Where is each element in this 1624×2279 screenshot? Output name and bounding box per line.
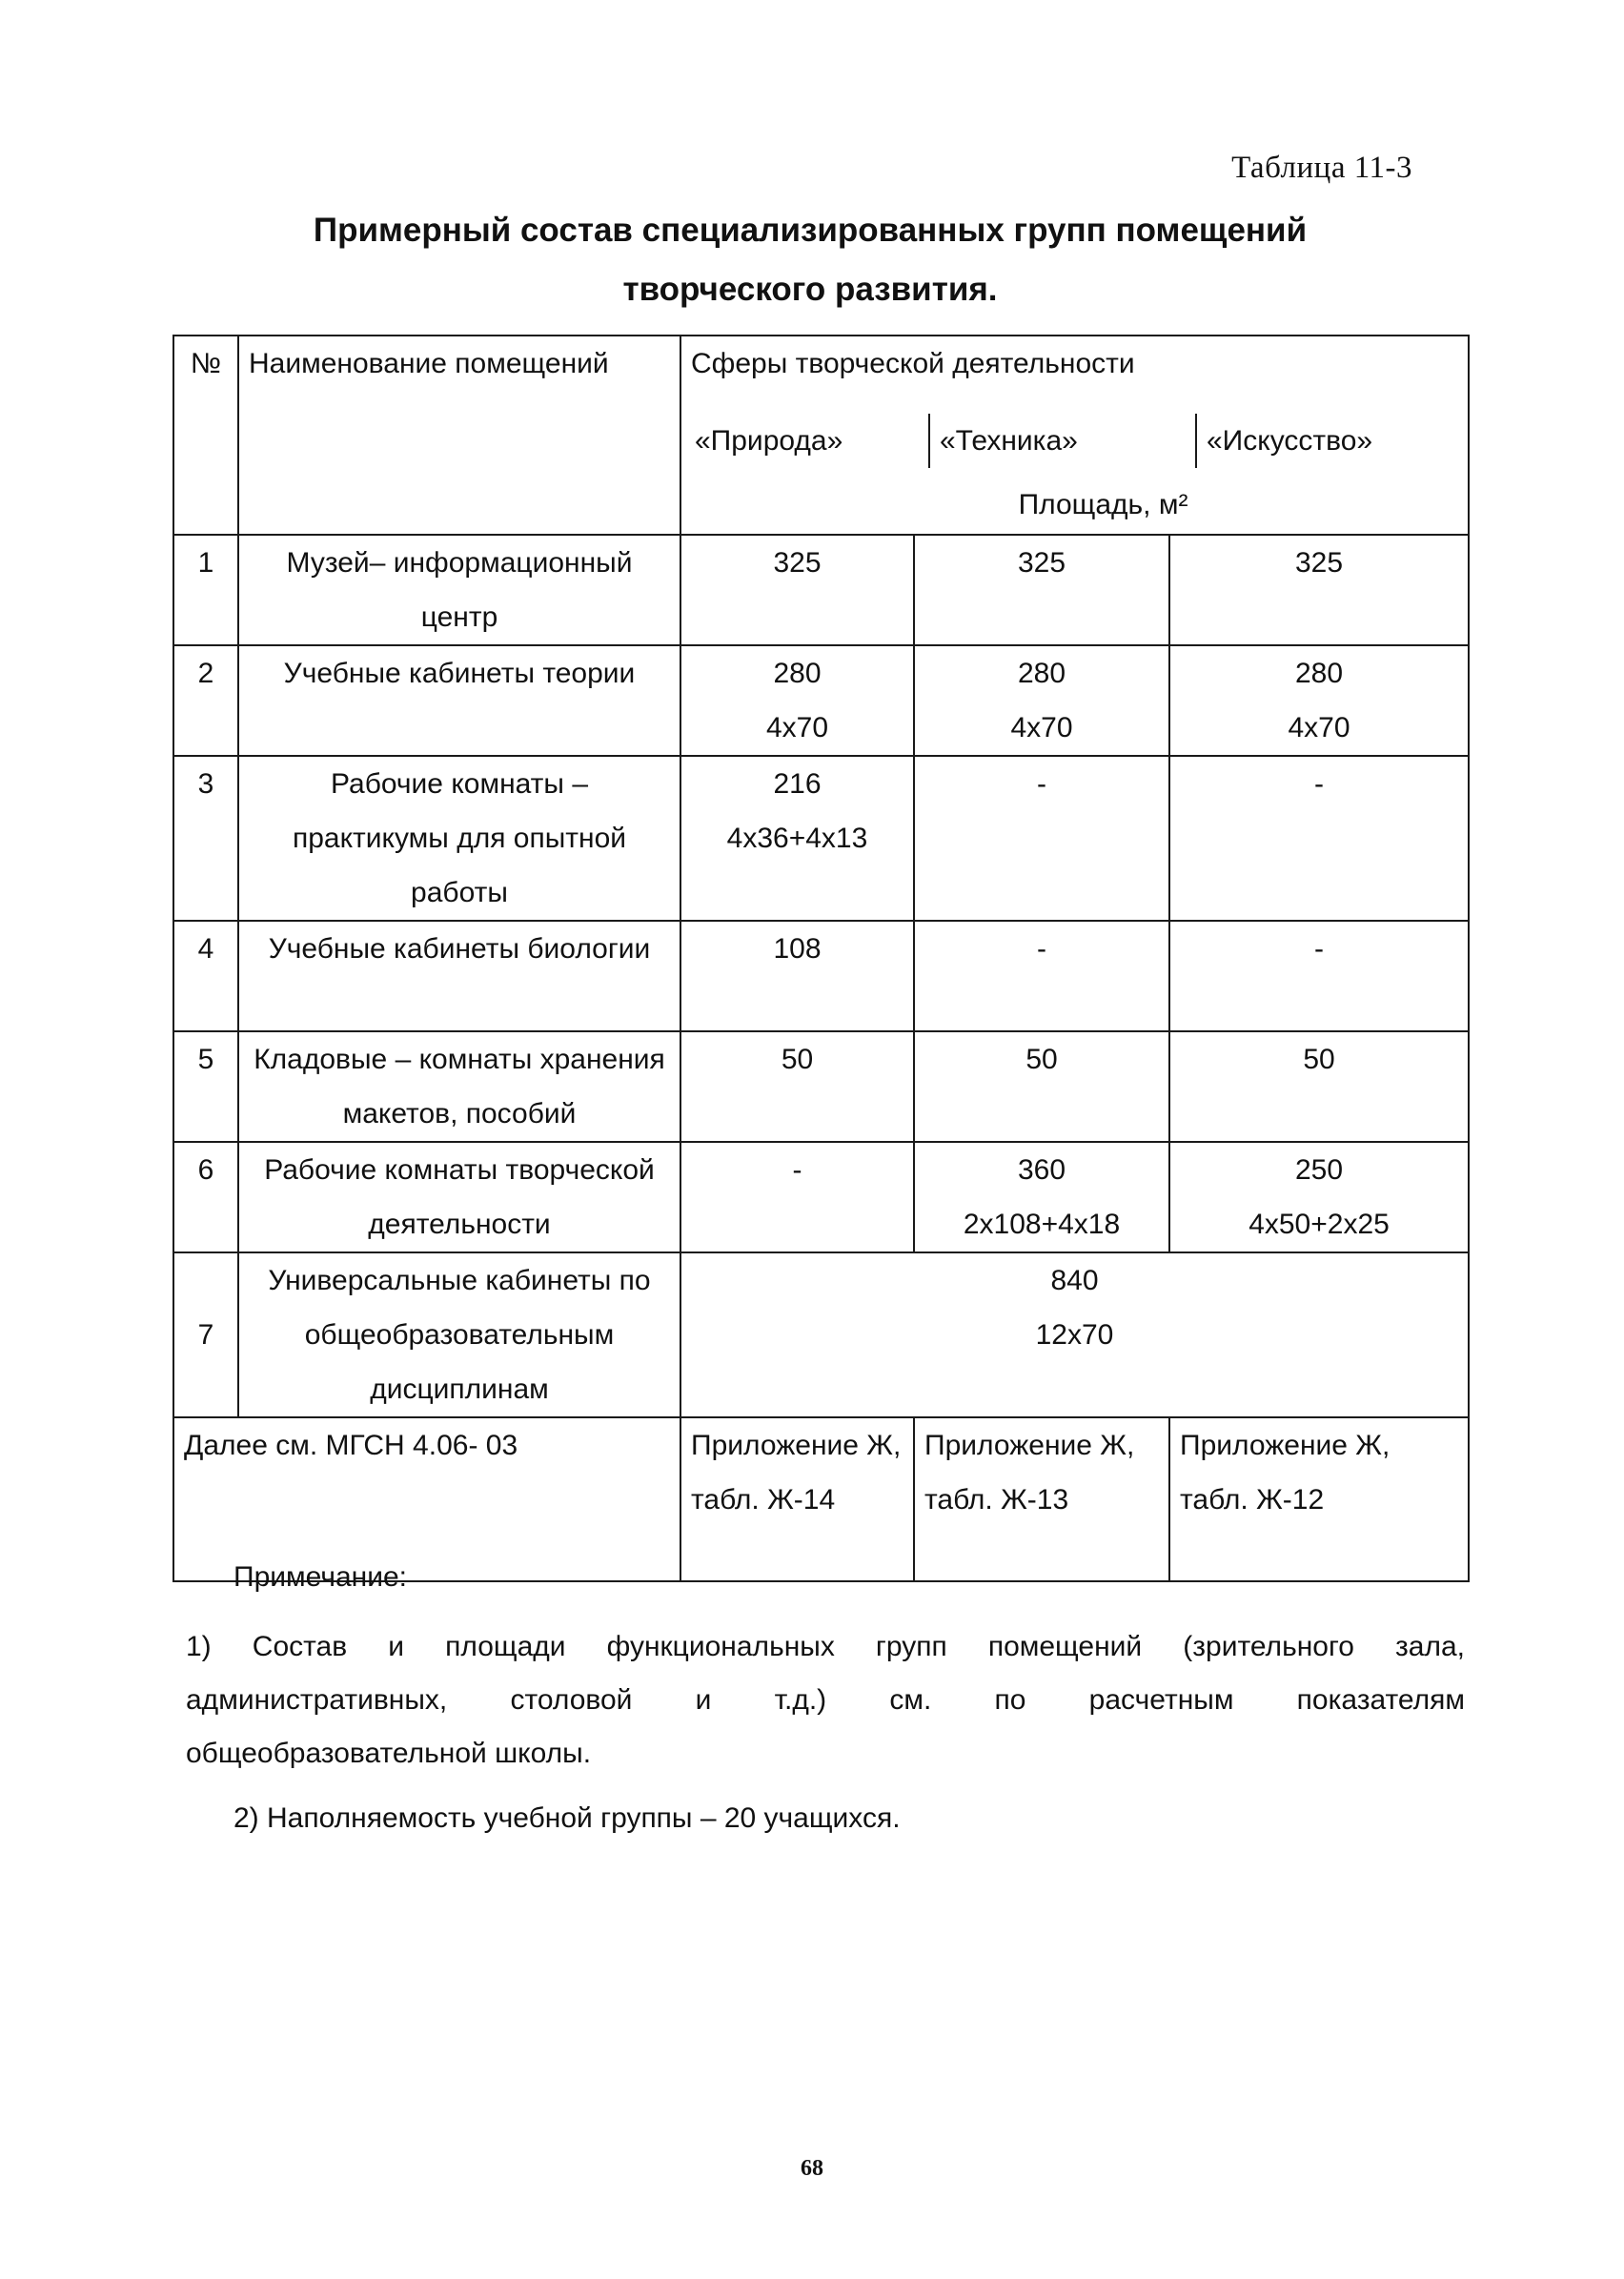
row-value-priroda: 50 [680, 1031, 914, 1142]
table-title-line-1: Примерный состав специализированных групп помещений [313, 212, 1308, 249]
row-name: Учебные кабинеты теории [238, 645, 680, 756]
value-line: 280 [1294, 658, 1344, 689]
value-line: 4x70 [765, 712, 829, 743]
header-col-tekhnika: «Техника» [928, 414, 1195, 468]
row-value-tekhnika: 50 [914, 1031, 1169, 1142]
row-value-iskusstvo: 325 [1169, 535, 1469, 645]
footer-tekhnika: Приложение Ж, табл. Ж-13 [914, 1417, 1169, 1581]
row-num: 4 [173, 921, 238, 1031]
table-row [173, 645, 1469, 756]
note-1-line-2: административных, столовой и т.д.) см. по расчетным показателям [186, 1684, 1465, 1716]
row-value-priroda: 325 [680, 535, 914, 645]
row-value-priroda: 108 [680, 921, 914, 1031]
value-line: 4x50+2x25 [1248, 1209, 1390, 1240]
table-row [173, 1142, 1469, 1252]
row-value-tekhnika: - [914, 756, 1169, 921]
row-value-tekhnika: 325 [914, 535, 1169, 645]
value-line: 4x36+4x13 [726, 823, 868, 854]
row-num: 5 [173, 1031, 238, 1142]
note-2: 2) Наполняемость учебной группы – 20 учащихся. [233, 1802, 901, 1834]
header-columns [681, 414, 1468, 468]
value-line: 250 [1294, 1154, 1344, 1186]
row-name: Рабочие комнаты – практикумы для опытной работы [238, 756, 680, 921]
row-name: Кладовые – комнаты хранения макетов, пособий [238, 1031, 680, 1142]
footer-iskusstvo: Приложение Ж, табл. Ж-12 [1169, 1417, 1469, 1581]
row-name: Рабочие комнаты творческой деятельности [238, 1142, 680, 1252]
value-line: 840 [1050, 1265, 1099, 1296]
value-line: 216 [773, 768, 822, 800]
row-num: 1 [173, 535, 238, 645]
table-row [173, 1031, 1469, 1142]
page-number: 68 [801, 2156, 823, 2181]
rooms-table [173, 335, 1470, 1582]
row-num: 6 [173, 1142, 238, 1252]
table-row [173, 756, 1469, 921]
row-value-iskusstvo [1169, 645, 1469, 756]
header-spheres-cell [680, 336, 1469, 535]
row-value-priroda [680, 645, 914, 756]
row-num: 7 [173, 1252, 238, 1417]
row-value-iskusstvo: - [1169, 921, 1469, 1031]
row-value-iskusstvo: 50 [1169, 1031, 1469, 1142]
row-value-tekhnika [914, 1142, 1169, 1252]
row-value-tekhnika: - [914, 921, 1169, 1031]
value-line: 2x108+4x18 [963, 1209, 1121, 1240]
footer-priroda: Приложение Ж, табл. Ж-14 [680, 1417, 914, 1581]
row-num: 2 [173, 645, 238, 756]
header-spheres: Сферы творческой деятельности [691, 348, 1135, 379]
row-value-tekhnika [914, 645, 1169, 756]
value-line: 280 [1017, 658, 1066, 689]
row-value-priroda [680, 756, 914, 921]
footer-label: Далее см. МГСН 4.06- 03 [173, 1417, 680, 1581]
header-num: № [173, 336, 238, 535]
table-row [173, 535, 1469, 645]
value-line: 360 [1017, 1154, 1066, 1186]
row-name: Учебные кабинеты биологии [238, 921, 680, 1031]
row-num: 3 [173, 756, 238, 921]
header-col-iskusstvo: «Искусство» [1195, 414, 1468, 468]
table-row [173, 1252, 1469, 1417]
note-1-line-3: общеобразовательной школы. [186, 1738, 592, 1769]
row-value-iskusstvo [1169, 1142, 1469, 1252]
value-line: 280 [773, 658, 822, 689]
row-value-merged [680, 1252, 1469, 1417]
header-area-label: Площадь, м² [1018, 489, 1188, 520]
table-row [173, 921, 1469, 1031]
note-1-line-1: 1) Состав и площади функциональных групп помещений (зрительного зала, [186, 1631, 1465, 1662]
table-footer-row [173, 1417, 1469, 1581]
row-value-iskusstvo: - [1169, 756, 1469, 921]
row-name: Музей– информационный центр [238, 535, 680, 645]
value-line: 12x70 [1035, 1319, 1114, 1351]
table-title-line-2: творческого развития. [622, 271, 998, 308]
value-line: 4x70 [1010, 712, 1073, 743]
row-value-priroda: - [680, 1142, 914, 1252]
table-number: Таблица 11-3 [1231, 151, 1412, 185]
note-title: Примечание: [233, 1561, 407, 1593]
table-header-row [173, 336, 1469, 535]
header-name: Наименование помещений [238, 336, 680, 535]
header-col-priroda: «Природа» [695, 425, 843, 457]
value-line: 4x70 [1288, 712, 1350, 743]
row-name: Универсальные кабинеты по общеобразовательным дисциплинам [238, 1252, 680, 1417]
